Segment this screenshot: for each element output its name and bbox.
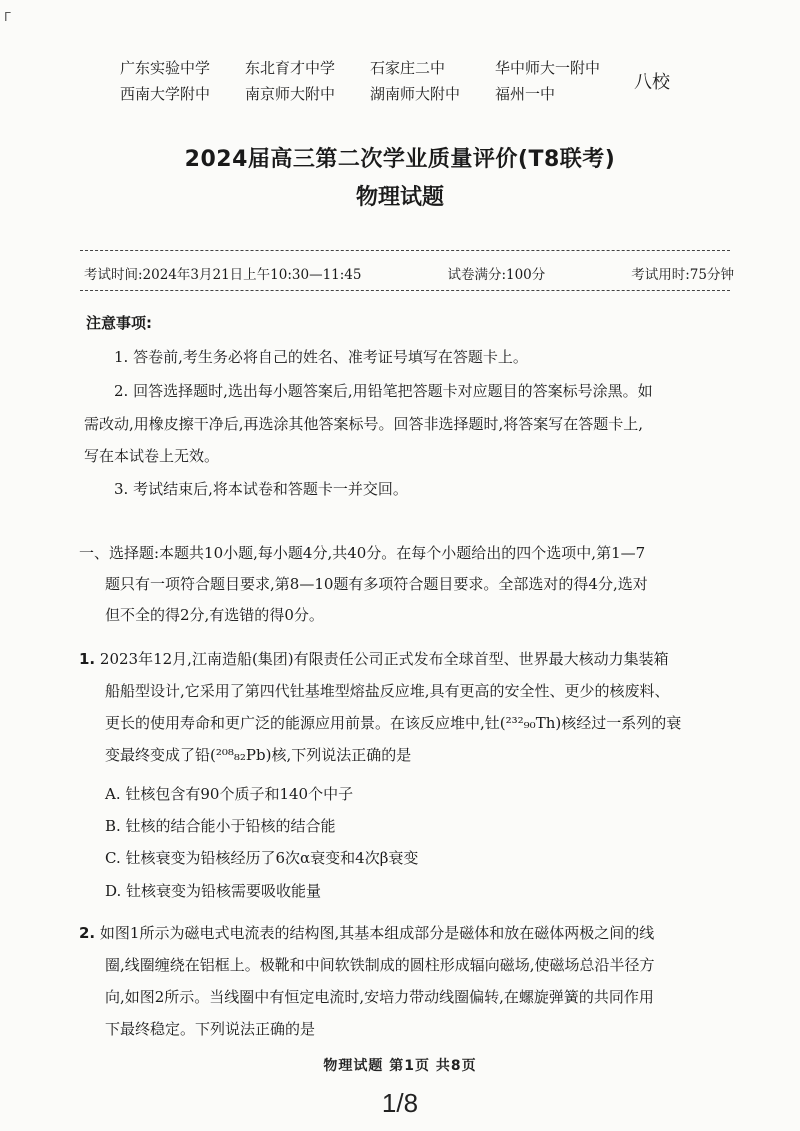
- section-instruction: 但不全的得2分,有选错的得0分。: [105, 606, 324, 624]
- school-name: 华中师大一附中: [495, 59, 601, 77]
- question-text: 向,如图2所示。当线圈中有恒定电流时,安培力带动线圈偏转,在螺旋弹簧的共同作用: [105, 988, 654, 1006]
- school-row-1: [120, 55, 640, 81]
- question-text: 变最终变成了铅(²⁰⁸₈₂Pb)核,下列说法正确的是: [105, 746, 412, 764]
- school-name: 东北育才中学: [245, 59, 336, 77]
- option-a: A. 钍核包含有90个质子和140个中子: [105, 785, 354, 803]
- page-footer: 物理试题 第1页 共8页: [323, 1058, 477, 1074]
- divider-bottom: [80, 290, 730, 291]
- school-name: 广东实验中学: [120, 59, 211, 77]
- note-item-2-cont: 写在本试卷上无效。: [84, 447, 220, 465]
- question-text: 圈,线圈缠绕在铝框上。极靴和中间软铁制成的圆柱形成辐向磁场,使磁场总沿半径方: [105, 956, 655, 974]
- option-c: C. 钍核衰变为铅核经历了6次α衰变和4次β衰变: [105, 849, 419, 867]
- note-item-2-cont: 需改动,用橡皮擦干净后,再选涂其他答案标号。回答非选择题时,将答案写在答题卡上,: [84, 415, 644, 433]
- note-item-1: 1. 答卷前,考生务必将自己的姓名、准考证号填写在答题卡上。: [114, 348, 528, 366]
- school-name: 石家庄二中: [370, 59, 446, 77]
- school-name: 福州一中: [495, 85, 556, 103]
- exam-duration: 考试用时:75分钟: [631, 267, 734, 283]
- note-item-3: 3. 考试结束后,将本试卷和答题卡一并交回。: [114, 480, 408, 498]
- school-list: [120, 55, 640, 107]
- question-text: 船船型设计,它采用了第四代钍基堆型熔盐反应堆,具有更高的安全性、更少的核废料、: [105, 682, 670, 700]
- question-1: [79, 644, 669, 674]
- exam-subtitle: 物理试题: [355, 185, 444, 210]
- section-instruction: 题只有一项符合题目要求,第8—10题有多项符合题目要求。全部选对的得4分,选对: [105, 575, 648, 593]
- question-2: [79, 918, 654, 948]
- question-text: 下最终稳定。下列说法正确的是: [105, 1020, 316, 1038]
- question-number: 1.: [79, 650, 96, 668]
- question-text: 如图1所示为磁电式电流表的结构图,其基本组成部分是磁体和放在磁体两极之间的线: [99, 924, 655, 942]
- option-b: B. 钍核的结合能小于铅核的结合能: [105, 817, 336, 835]
- page-counter: 1/8: [381, 1088, 419, 1118]
- option-d: D. 钍核衰变为铅核需要吸收能量: [105, 882, 322, 900]
- divider-top: [80, 250, 730, 251]
- school-name: 西南大学附中: [120, 85, 211, 103]
- note-item-2: 2. 回答选择题时,选出每小题答案后,用铅笔把答题卡对应题目的答案标号涂黑。如: [114, 382, 653, 400]
- school-row-2: [120, 81, 640, 107]
- question-text: 2023年12月,江南造船(集团)有限责任公司正式发布全球首型、世界最大核动力集装箱: [99, 650, 669, 668]
- exam-score: 试卷满分:100分: [447, 267, 546, 283]
- section-instruction: 一、选择题:本题共10小题,每小题4分,共40分。在每个小题给出的四个选项中,第1—7: [79, 544, 646, 562]
- exam-title: 2024届高三第二次学业质量评价(T8联考): [184, 147, 616, 172]
- school-name: 南京师大附中: [245, 85, 336, 103]
- question-number: 2.: [79, 924, 96, 942]
- notes-heading: 注意事项:: [86, 314, 152, 332]
- corner-mark: Γ: [4, 10, 11, 24]
- question-text: 更长的使用寿命和更广泛的能源应用前景。在该反应堆中,钍(²³²₉₀Th)核经过一系列的衰: [105, 714, 682, 732]
- exam-info: [84, 263, 734, 283]
- exam-time: 考试时间:2024年3月21日上午10:30—11:45: [84, 267, 362, 283]
- group-label: 八校: [634, 72, 670, 93]
- school-name: 湖南师大附中: [370, 85, 461, 103]
